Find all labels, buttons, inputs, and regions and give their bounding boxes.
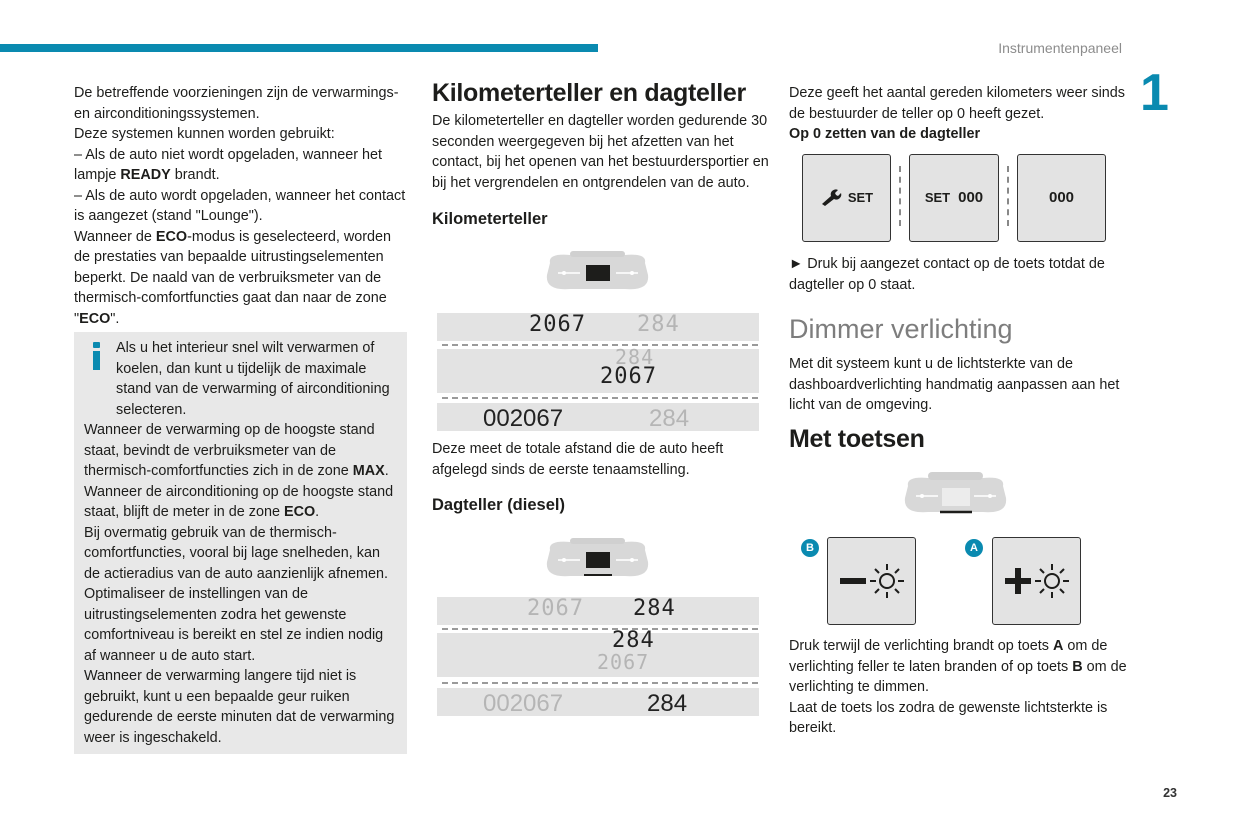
bullet-item: – Als de auto wordt opgeladen, wanneer het contact is aangezet (stand "Lounge"). xyxy=(74,187,406,224)
brightness-down-icon xyxy=(837,556,907,606)
dim-minus-button[interactable] xyxy=(827,537,916,625)
section-title: Instrumentenpaneel xyxy=(998,40,1122,56)
trip-heading: Dagteller (diesel) xyxy=(432,496,565,514)
odometer-full-value: 002067 xyxy=(483,690,564,717)
top-accent-bar xyxy=(0,44,598,52)
dashboard-icon xyxy=(898,468,1013,516)
zero-label: 000 xyxy=(958,188,984,206)
trip-value: 284 xyxy=(647,690,688,717)
reset-key-set[interactable] xyxy=(802,154,891,242)
odometer-display-bottom xyxy=(437,403,759,431)
odometer-value: 2067 xyxy=(600,364,657,389)
paragraph: Druk terwijl de verlichting brandt op toets A om de verlichting feller te laten branden of op toets B om de verlichting te dimmen. xyxy=(789,638,1127,695)
trip-value: 284 xyxy=(637,312,680,337)
paragraph: De betreffende voorzieningen zijn de verwarmings- en airconditioningssystemen. xyxy=(74,85,399,122)
paragraph: Deze geeft het aantal gereden kilometers weer sinds de bestuurder de teller op 0 heeft gezet. xyxy=(789,85,1125,122)
column-3-intro xyxy=(789,83,1129,145)
section-heading: Kilometerteller en dagteller xyxy=(432,79,746,107)
badge-b: B xyxy=(801,539,819,557)
dimmer-heading: Dimmer verlichting xyxy=(789,314,1013,344)
instruction: ► Druk bij aangezet contact op de toets totdat de dagteller op 0 staat. xyxy=(789,256,1105,293)
set-label: SET xyxy=(847,189,874,205)
paragraph: Deze meet de totale afstand die de auto heeft afgelegd sinds de eerste tenaamstelling. xyxy=(432,441,724,478)
column-2-header xyxy=(432,78,772,193)
trip-display-middle xyxy=(437,628,759,677)
divider xyxy=(442,628,758,630)
divider xyxy=(442,682,758,684)
keys-heading: Met toetsen xyxy=(789,425,925,453)
column-3-final xyxy=(789,636,1134,739)
odometer-value: 2067 xyxy=(529,312,586,337)
info-paragraph: Wanneer de airconditioning op de hoogste stand staat, blijft de meter in de zone ECO. xyxy=(84,483,394,520)
info-paragraph: Wanneer de verwarming op de hoogste stand staat, bevindt de verbruiksmeter van de thermisch-comfortfuncties zich in de zone MAX. xyxy=(84,422,389,479)
odometer-value: 2067 xyxy=(597,650,650,674)
wrench-icon xyxy=(820,189,842,207)
divider xyxy=(1007,166,1009,226)
set-label: SET xyxy=(924,189,951,205)
info-paragraph: Wanneer de verwarming langere tijd niet is gebruikt, kunt u een bepaalde geur ruiken gedurende de eerste minuten dat de verwarming weer is ingeschakeld. xyxy=(84,668,395,746)
trip-display-bottom xyxy=(437,688,759,716)
bullet-item: – Als de auto niet wordt opgeladen, wanneer het lampje READY brandt. xyxy=(74,146,383,183)
odometer-value: 2067 xyxy=(527,596,584,621)
brightness-up-icon xyxy=(1002,556,1072,606)
chapter-number: 1 xyxy=(1140,64,1169,122)
divider xyxy=(899,166,901,226)
info-icon xyxy=(88,342,104,372)
odometer-display-middle xyxy=(437,345,759,393)
info-paragraph: Bij overmatig gebruik van de thermisch-comfortfuncties, vooral bij lage snelheden, kan de actieradius van de auto aanzienlijk afnemen. xyxy=(84,524,389,582)
column-1-text xyxy=(74,83,409,329)
trip-value: 284 xyxy=(633,596,676,621)
trip-value: 284 xyxy=(615,345,655,369)
dashboard-icon xyxy=(540,245,655,293)
zero-label: 000 xyxy=(1048,188,1075,206)
dashboard-icon xyxy=(540,532,655,580)
badge-a: A xyxy=(965,539,983,557)
reset-key-set-zero[interactable] xyxy=(909,154,999,242)
info-box xyxy=(74,332,407,754)
odometer-heading: Kilometerteller xyxy=(432,210,548,228)
page-number: 23 xyxy=(1163,786,1177,800)
paragraph: Laat de toets los zodra de gewenste lichtsterkte is bereikt. xyxy=(789,699,1108,736)
trip-value: 284 xyxy=(612,628,655,653)
reset-heading: Op 0 zetten van de dagteller xyxy=(789,126,981,142)
paragraph: Met dit systeem kunt u de lichtsterkte van de dashboardverlichting handmatig aanpassen aan het licht van de omgeving. xyxy=(789,356,1120,413)
paragraph: Wanneer de ECO-modus is geselecteerd, worden de prestaties van bepaalde uitrustingselementen beperkt. De naald van de verbruiksmeter van de thermisch-comfortfuncties gaat dan naar de zone "ECO". xyxy=(74,228,392,327)
reset-key-zero[interactable] xyxy=(1017,154,1106,242)
paragraph: De kilometerteller en dagteller worden gedurende 30 seconden weergegeven bij het afzetten van het contact, bij het openen van het bestuurdersportier en bij het vergrendelen en ontgrendelen van de auto. xyxy=(432,113,769,191)
info-paragraph: Optimaliseer de instellingen van de uitrustingselementen zodra het gewenste comfortniveau is bereikt en stel ze indien nodig af wanneer u de auto start. xyxy=(84,586,384,664)
divider xyxy=(442,397,758,399)
info-paragraph: Als u het interieur snel wilt verwarmen of koelen, dan kunt u tijdelijk de maximale stand van de verwarming of airconditioning selecteren. xyxy=(116,340,390,418)
paragraph: Deze systemen kunnen worden gebruikt: xyxy=(74,126,335,142)
divider xyxy=(442,344,758,346)
trip-display-top xyxy=(437,597,759,625)
odometer-display-top xyxy=(437,313,759,341)
odometer-full-value: 002067 xyxy=(483,405,564,432)
trip-value: 284 xyxy=(649,405,690,432)
dim-plus-button[interactable] xyxy=(992,537,1081,625)
